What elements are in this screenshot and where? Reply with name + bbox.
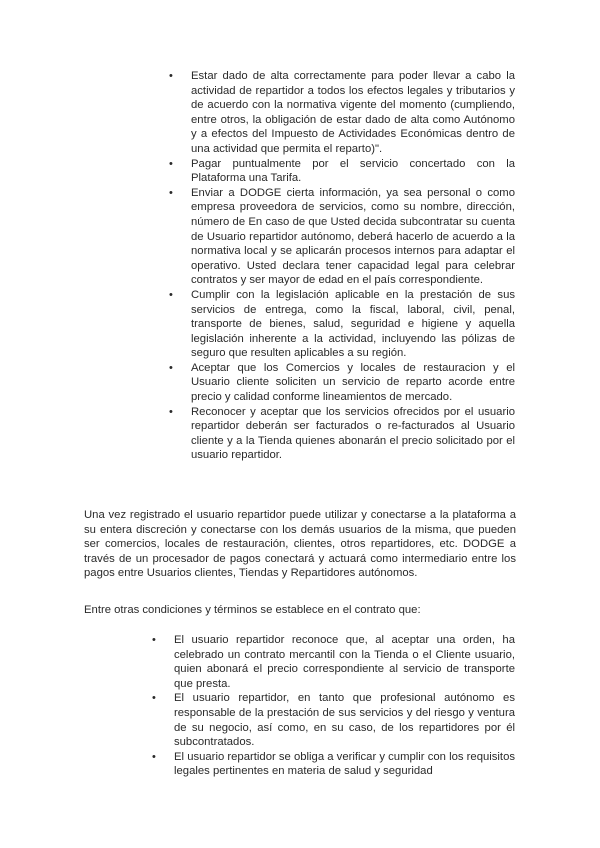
list-item [169, 186, 515, 288]
bullet-icon: • [152, 750, 156, 763]
list-item [169, 405, 515, 463]
bullet-icon: • [169, 288, 173, 301]
registration-paragraph: Una vez registrado el usuario repartidor puede utilizar y conectarse a la plataforma a su entera discreción y conectarse con los demás usuarios de la misma, que pueden ser comercios, locales de restauración, clientes, otros repartidores, etc. DODGE a través de un procesador de pagos conectará y actuará como intermediario entre los pagos entre Usuarios clientes, Tiendas y Repartidores autónomos. [84, 509, 516, 580]
list-item-text: El usuario repartidor se obliga a verificar y cumplir con los requisitos legales pertinentes en materia de salud y seguridad [174, 750, 515, 778]
bullet-icon: • [169, 405, 173, 418]
contract-terms-list [152, 633, 515, 779]
list-item-text: El usuario repartidor reconoce que, al aceptar una orden, ha celebrado un contrato mercantil con la Tienda o el Cliente usuario, quien abonará el precio correspondiente al servicio de transporte que presta. [174, 634, 515, 690]
list-item [152, 750, 515, 779]
list-item-text: El usuario repartidor, en tanto que profesional autónomo es responsable de la prestación de sus servicios y del riesgo y ventura de su negocio, así como, en su caso, de los repartidores por él subcontratados. [174, 692, 515, 749]
list-item-text: Enviar a DODGE cierta información, ya sea personal o como empresa proveedora de servicios, como su nombre, dirección, número de En caso de que Usted decida subcontratar su cuenta de Usuario repartidor autónomo, deberá hacerlo de acuerdo a la normativa local y se aplicarán procesos internos para adaptar el operativo. Usted declara tener capacidad legal para celebrar contratos y ser mayor de edad en el país correspondiente. [191, 186, 515, 287]
list-item-text: Pagar puntualmente por el servicio concertado con la Plataforma una Tarifa. [191, 157, 515, 185]
bullet-icon: • [169, 157, 173, 170]
list-item [152, 691, 515, 749]
contract-intro-paragraph: Entre otras condiciones y términos se establece en el contrato que: [84, 604, 421, 616]
list-item [152, 633, 515, 691]
bullet-icon: • [169, 70, 173, 82]
list-item-text: Reconocer y aceptar que los servicios ofrecidos por el usuario repartidor deberán ser facturados o re-facturados al Usuario cliente y a la Tienda quienes abonarán el precio solicitado por el usuario repartidor. [191, 405, 515, 462]
obligations-list [169, 69, 515, 463]
list-item [169, 157, 515, 186]
list-item [169, 361, 515, 405]
list-item-text: Estar dado de alta correctamente para poder llevar a cabo la actividad de repartidor a todos los efectos legales y tributarios y de acuerdo con la normativa vigente del momento (cumpliendo, entre otros, la obligación de estar dado de alta como Autónomo y a efectos del Impuesto de Actividades Económicas dentro de una actividad que permita el reparto)". [191, 70, 515, 155]
list-item-text: Aceptar que los Comercios y locales de restauracion y el Usuario cliente soliciten un servicio de reparto acorde entre precio y calidad conforme lineamientos de mercado. [191, 361, 515, 404]
bullet-icon: • [169, 186, 173, 199]
list-item [169, 69, 515, 157]
bullet-icon: • [152, 692, 156, 705]
list-item-text: Cumplir con la legislación aplicable en la prestación de sus servicios de entrega, como la fiscal, laboral, civil, penal, transporte de bienes, salud, seguridad e higiene y aquella legislación inherente a la actividad, incluyendo las pólizas de seguro que resulten aplicables a su región. [191, 288, 515, 360]
list-item [169, 288, 515, 361]
bullet-icon: • [169, 361, 173, 374]
bullet-icon: • [152, 634, 156, 646]
